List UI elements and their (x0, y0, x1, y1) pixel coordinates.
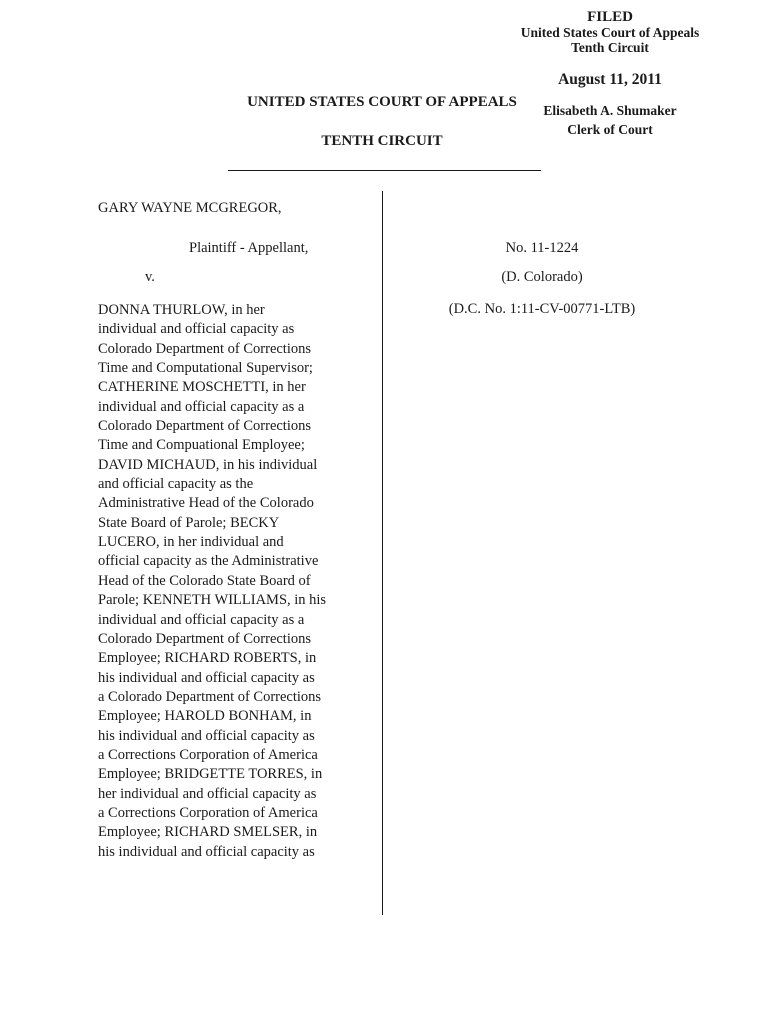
defendant-line: Time and Compuational Employee; (98, 437, 305, 454)
case-number: No. 11-1224 (505, 240, 579, 256)
circuit-title: TENTH CIRCUIT (321, 133, 443, 149)
defendant-line: Colorado Department of Corrections (98, 418, 312, 435)
filed-date: August 11, 2011 (558, 71, 662, 88)
clerk-title: Clerk of Court (567, 122, 653, 137)
defendant-line: individual and official capacity as (98, 321, 295, 338)
caption-divider (382, 191, 383, 915)
defendant-line: Employee; HAROLD BONHAM, in (98, 708, 312, 725)
plaintiff-role: Plaintiff - Appellant, (189, 240, 309, 256)
defendant-line: her individual and official capacity as (98, 785, 317, 802)
defendant-line: Employee; BRIDGETTE TORRES, in (98, 766, 323, 783)
district-case-number: (D.C. No. 1:11-CV-00771-LTB) (448, 301, 636, 317)
defendant-line: DONNA THURLOW, in her (98, 302, 265, 318)
defendant-line: Employee; RICHARD ROBERTS, in (98, 650, 317, 667)
defendant-line: LUCERO, in her individual and (98, 534, 284, 551)
defendant-line: Administrative Head of the Colorado (98, 495, 314, 512)
defendant-line: his individual and official capacity as (98, 843, 315, 860)
defendant-line: a Corrections Corporation of America (98, 746, 318, 763)
defendant-line: Time and Computational Supervisor; (98, 360, 313, 377)
defendant-line: Colorado Department of Corrections (98, 630, 312, 647)
plaintiff-name: GARY WAYNE MCGREGOR, (98, 200, 282, 216)
court-title: UNITED STATES COURT OF APPEALS (247, 94, 517, 110)
defendant-line: a Colorado Department of Corrections (98, 688, 322, 705)
defendant-line: a Corrections Corporation of America (98, 804, 318, 821)
defendant-line: Colorado Department of Corrections (98, 340, 312, 357)
defendant-line: and official capacity as the (98, 476, 254, 493)
district-court: (D. Colorado) (501, 269, 583, 285)
defendant-line: DAVID MICHAUD, in his individual (98, 456, 318, 473)
versus: v. (145, 269, 155, 285)
defendant-line: Parole; KENNETH WILLIAMS, in his (98, 592, 327, 609)
defendant-line: individual and official capacity as a (98, 398, 305, 415)
defendant-line: State Board of Parole; BECKY (98, 514, 280, 531)
filed-label: FILED (587, 9, 633, 25)
clerk-name: Elisabeth A. Shumaker (543, 103, 677, 118)
defendant-line: Head of the Colorado State Board of (98, 572, 311, 589)
stamp-circuit-name: Tenth Circuit (571, 40, 649, 55)
title-underline (228, 170, 541, 171)
defendant-line: official capacity as the Administrative (98, 553, 319, 570)
defendant-line: individual and official capacity as a (98, 611, 305, 628)
defendant-line: his individual and official capacity as (98, 669, 315, 686)
defendants-list (98, 301, 380, 862)
defendant-line: his individual and official capacity as (98, 727, 315, 744)
defendant-line: CATHERINE MOSCHETTI, in her (98, 379, 306, 396)
defendant-line: Employee; RICHARD SMELSER, in (98, 824, 318, 841)
stamp-court-name: United States Court of Appeals (520, 25, 700, 40)
